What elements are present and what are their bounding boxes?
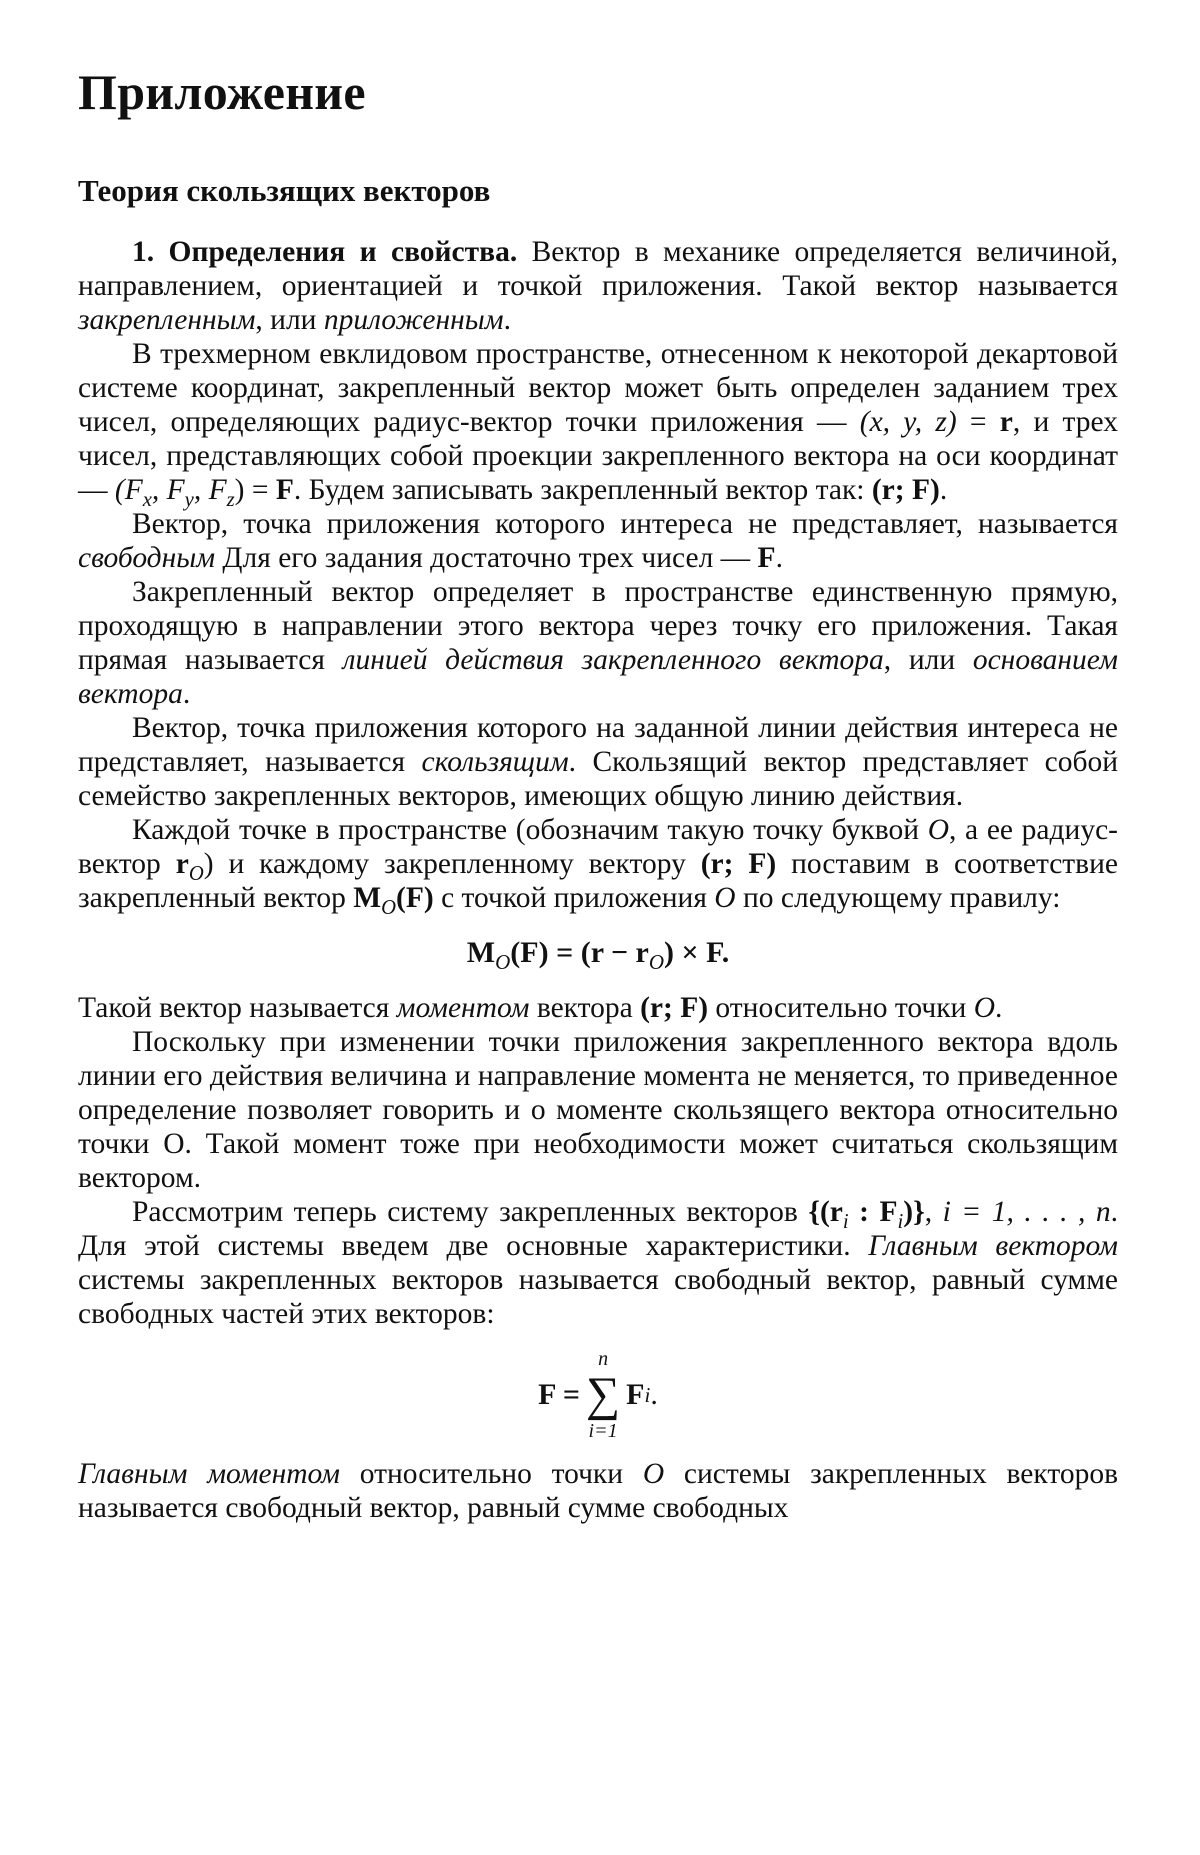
section-subtitle: Теория скользящих векторов (78, 173, 491, 208)
paragraph-free-vector: Вектор, точка приложения которого интереса не представляет, называется свободным Для его задания достаточно трех чисел — F. (78, 508, 1118, 575)
paragraph-euclidean: В трехмерном евклидовом пространстве, отнесенном к некоторой декартовой системе координат, закрепленный вектор может быть определен заданием трех чисел, определяющих радиус-вектор точки приложения — (x, y, z) = r, и трех чисел, представляющих собой проекции закрепленного вектора на оси координат — ($F_x$, $F_y$, $F_z) = F$. Будем записывать закрепленный вектор так: (r; F). (78, 338, 1118, 512)
moment-formula: $M_O(F) = (r - r_O) \times F$. (466, 936, 730, 975)
document-body (78, 235, 1118, 1525)
paragraph-moment-name: Такой вектор называется моментом вектора (r; F) относительно точки O. (78, 992, 1003, 1025)
paragraph-moment-invariance: Поскольку при изменении точки приложения закрепленного вектора вдоль линии его действия величина и направление момента не меняется, то приведенное определение позволяет говорить и о моменте скользящего вектора относительно точки O. Такой момент тоже при необходимости может считаться скользящим вектором. (78, 1026, 1118, 1195)
paragraph-moment-definition: Каждой точке в пространстве (обозначим такую точку буквой O, а ее радиус-вектор $r_O$) и каждому закрепленному вектору (r; F) поставим в соответствие закрепленный вектор $M_O(F)$ с точкой приложения O по следующему правилу: (78, 814, 1118, 920)
paragraph-main-vector: Рассмотрим теперь систему закрепленных векторов {($r_i$ : $F_i$)}, i = 1, . . . , n. Для этой системы введем две основные характеристики. Главным вектором системы закрепленных векторов называется свободный вектор, равный сумме свободных частей этих векторов: (78, 1196, 1119, 1331)
paragraph-sliding-vector: Вектор, точка приложения которого на заданной линии действия интереса не представляет, называется скользящим. Скользящий вектор представляет собой семейство закрепленных векторов, имеющих общую линию действия. (78, 712, 1118, 813)
sigma-operator: n ∑ i=1 (585, 1348, 621, 1443)
paragraph-line-of-action: Закрепленный вектор определяет в пространстве единственную прямую, проходящую в направлении этого вектора через точку его приложения. Такая прямая называется линией действия закрепленного вектора, или основанием вектора. (78, 576, 1118, 711)
section-heading: 1. Определения и свойства. (132, 236, 518, 269)
paragraph-main-moment: Главным моментом относительно точки O системы закрепленных векторов называется свободный вектор, равный сумме свободных (78, 1458, 1118, 1525)
page-title: Приложение (78, 64, 366, 120)
page (78, 62, 1118, 1525)
sum-formula: F = n ∑ i=1 F i . (538, 1348, 658, 1443)
paragraph-definitions: 1. Определения и свойства. Вектор в механике определяется величиной, направлением, ориентацией и точкой приложения. Такой вектор называется закрепленным, или приложенным. (78, 236, 1118, 337)
